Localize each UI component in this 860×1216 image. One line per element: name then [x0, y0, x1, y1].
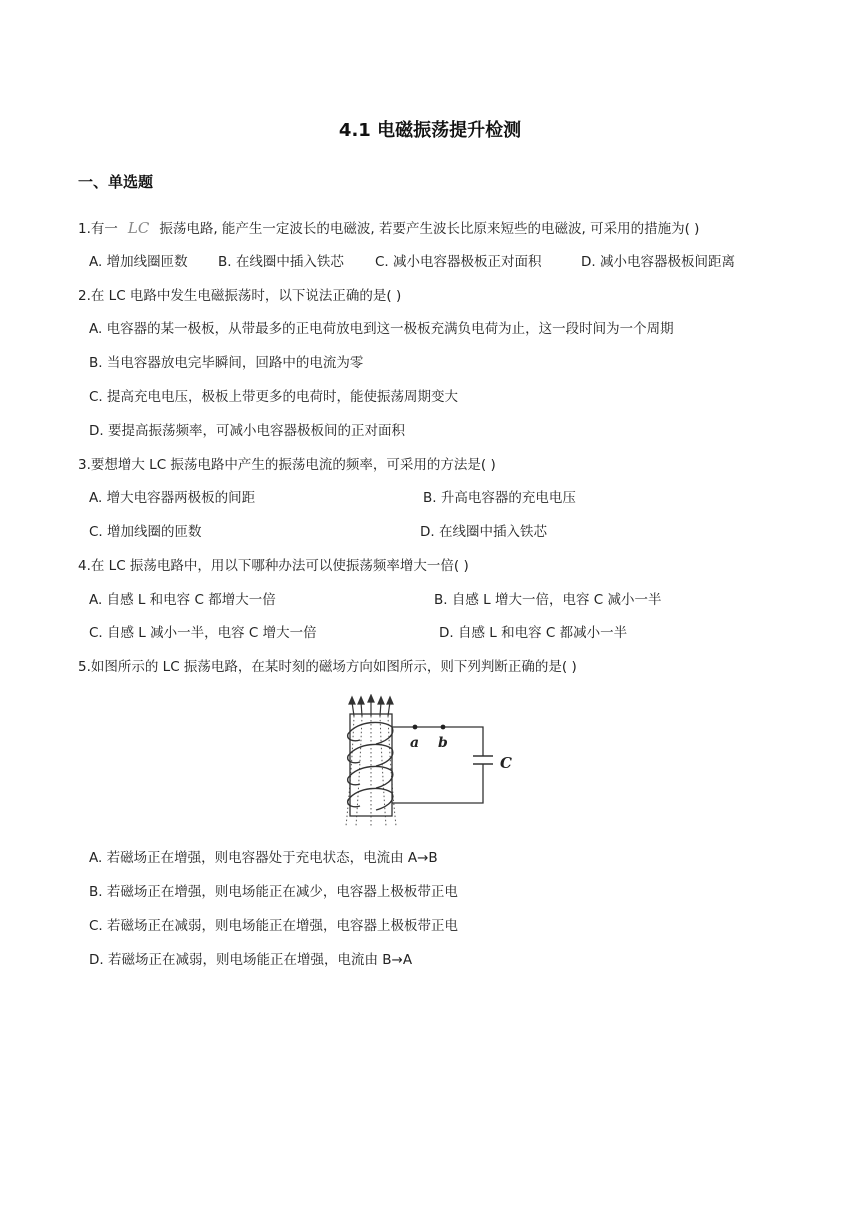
lc-symbol: LC — [127, 219, 150, 237]
q2-option-b[interactable]: B. 当电容器放电完毕瞬间，回路中的电流为零 — [89, 355, 364, 371]
question-4-stem: 4.在 LC 振荡电路中，用以下哪种办法可以使振荡频率增大一倍( ) — [78, 558, 469, 574]
capacitor-symbol — [473, 756, 493, 764]
q2-option-d[interactable]: D. 要提高振荡频率，可减小电容器极板间的正对面积 — [89, 423, 405, 439]
node-b-dot — [441, 725, 446, 730]
question-5-stem: 5.如图所示的 LC 振荡电路，在某时刻的磁场方向如图所示，则下列判断正确的是( ) — [78, 659, 577, 675]
q4-option-b[interactable]: B. 自感 L 增大一倍，电容 C 减小一半 — [434, 592, 662, 608]
label-c: C — [500, 754, 512, 772]
q1-option-a[interactable]: A. 增加线圈匝数 — [89, 254, 188, 270]
q5-option-b[interactable]: B. 若磁场正在增强，则电场能正在减少，电容器上极板带正电 — [89, 884, 458, 900]
q2-option-c[interactable]: C. 提高充电电压，极板上带更多的电荷时，能使振荡周期变大 — [89, 389, 459, 405]
lc-circuit-figure — [340, 694, 530, 836]
q4-option-a[interactable]: A. 自感 L 和电容 C 都增大一倍 — [89, 592, 276, 608]
question-1-stem-pre: 1.有一 — [78, 221, 118, 237]
q1-option-c[interactable]: C. 减小电容器极板正对面积 — [375, 254, 542, 270]
q5-option-a[interactable]: A. 若磁场正在增强，则电容器处于充电状态，电流由 A→B — [89, 850, 438, 866]
q5-option-c[interactable]: C. 若磁场正在减弱，则电场能正在增强，电容器上极板带正电 — [89, 918, 459, 934]
question-3-stem: 3.要想增大 LC 振荡电路中产生的振荡电流的频率，可采用的方法是( ) — [78, 457, 496, 473]
q3-option-d[interactable]: D. 在线圈中插入铁芯 — [420, 524, 547, 540]
coil-windings — [348, 722, 393, 810]
q3-option-a[interactable]: A. 增大电容器两极板的间距 — [89, 490, 256, 506]
q1-option-d[interactable]: D. 减小电容器极板间距离 — [581, 254, 735, 270]
question-2-stem: 2.在 LC 电路中发生电磁振荡时，以下说法正确的是( ) — [78, 288, 402, 304]
label-b: b — [438, 735, 448, 751]
q1-option-b[interactable]: B. 在线圈中插入铁芯 — [218, 254, 344, 270]
node-a-dot — [413, 725, 418, 730]
q2-option-a[interactable]: A. 电容器的某一极板，从带最多的正电荷放电到这一极板充满负电荷为止，这一段时间为一个周期 — [89, 321, 674, 337]
q5-option-d[interactable]: D. 若磁场正在减弱，则电场能正在增强，电流由 B→A — [89, 952, 413, 968]
section-heading: 一、单选题 — [78, 173, 154, 191]
page-title: 4.1 电磁振荡提升检测 — [338, 120, 522, 141]
q4-option-d[interactable]: D. 自感 L 和电容 C 都减小一半 — [439, 625, 628, 641]
q4-option-c[interactable]: C. 自感 L 减小一半，电容 C 增大一倍 — [89, 625, 317, 641]
q3-option-b[interactable]: B. 升高电容器的充电电压 — [423, 490, 576, 506]
question-1-stem-post: 振荡电路, 能产生一定波长的电磁波, 若要产生波长比原来短些的电磁波, 可采用的措施为( ) — [159, 221, 700, 237]
q3-option-c[interactable]: C. 增加线圈的匝数 — [89, 524, 202, 540]
field-arrows — [349, 695, 393, 716]
magnetic-field-lines — [346, 716, 396, 826]
question-1-stem — [78, 219, 699, 238]
label-a: a — [410, 735, 420, 751]
